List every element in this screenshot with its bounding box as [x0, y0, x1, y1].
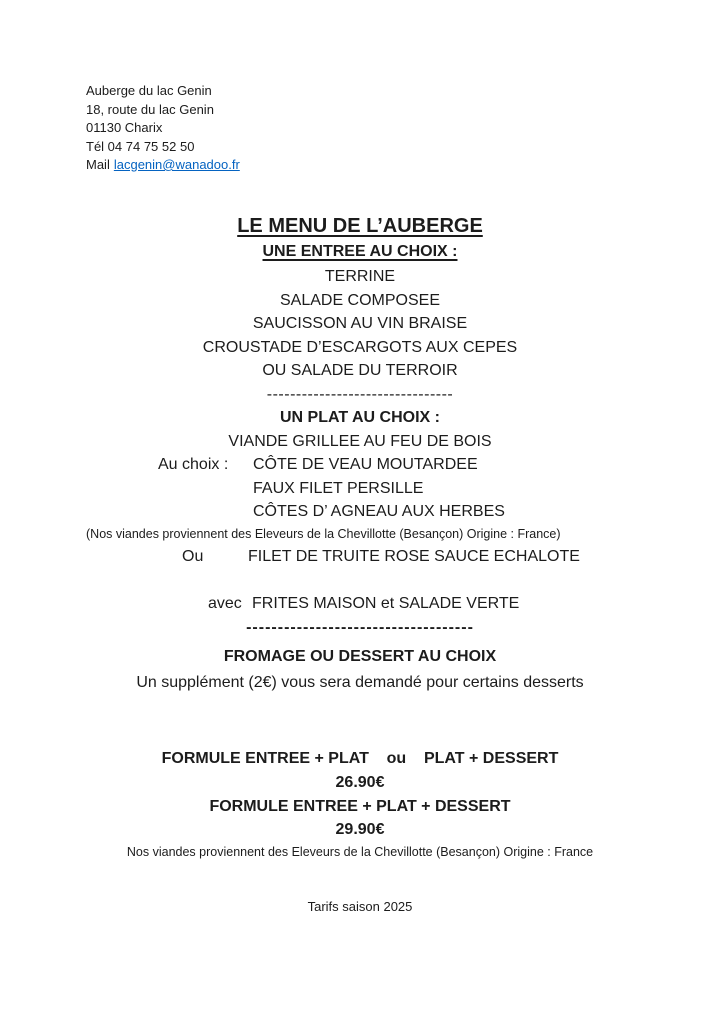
address-line-2: 01130 Charix	[86, 120, 163, 135]
separator-dashed-bold: ------------------------------------	[246, 619, 474, 636]
entree-heading: UNE ENTREE AU CHOIX :	[262, 243, 458, 260]
entree-item: TERRINE	[324, 268, 396, 285]
mail-line	[86, 156, 240, 175]
formule-price-1: 26.90€	[335, 774, 385, 791]
mail-label: Mail	[86, 157, 110, 172]
letterhead	[86, 82, 240, 175]
entree-item: SAUCISSON AU VIN BRAISE	[252, 315, 468, 332]
plat-intro: VIANDE GRILLEE AU FEU DE BOIS	[228, 432, 492, 450]
plat-choice: CÔTE DE VEAU MOUTARDEE	[253, 456, 478, 473]
formule-price-2: 29.90€	[335, 821, 385, 838]
fish-dish: FILET DE TRUITE ROSE SAUCE ECHALOTE	[248, 547, 580, 565]
meat-origin-note: (Nos viandes proviennent des Eleveurs de la Chevillotte (Besançon) Origine : France)	[86, 526, 561, 541]
fish-dish-row	[0, 545, 720, 569]
dessert-supplement-note: Un supplément (2€) vous sera demandé pour certains desserts	[136, 674, 584, 691]
ou-label: Ou	[182, 547, 204, 565]
tarifs-footer: Tarifs saison 2025	[307, 899, 413, 914]
sides: FRITES MAISON et SALADE VERTE	[252, 594, 520, 612]
plat-choice: CÔTES D’ AGNEAU AUX HERBES	[253, 503, 505, 520]
spacer	[0, 696, 720, 746]
entree-item: SALADE COMPOSEE	[279, 291, 441, 309]
phone-line: Tél 04 74 75 52 50	[86, 138, 195, 154]
mail-link[interactable]: lacgenin@wanadoo.fr	[113, 157, 240, 172]
entree-item: OU SALADE DU TERROIR	[262, 362, 458, 379]
au-choix-label: Au choix :	[158, 456, 229, 473]
entree-item: CROUSTADE D’ESCARGOTS AUX CEPES	[202, 338, 518, 356]
formule-line-1: FORMULE ENTREE + PLAT ou PLAT + DESSERT	[161, 750, 559, 767]
spacer	[0, 568, 720, 592]
spacer	[0, 863, 720, 897]
menu-title: LE MENU DE L’AUBERGE	[237, 215, 483, 237]
plat-heading: UN PLAT AU CHOIX :	[280, 409, 440, 426]
separator-dashed: --------------------------------	[266, 385, 454, 403]
address-line-1: 18, route du lac Genin	[86, 101, 214, 117]
business-name: Auberge du lac Genin	[86, 83, 212, 98]
plat-choice: FAUX FILET PERSILLE	[253, 479, 424, 497]
meat-origin-note-2: Nos viandes proviennent des Eleveurs de la Chevillotte (Besançon) Origine : France	[126, 845, 594, 859]
plat-choice-row	[0, 453, 720, 477]
formule-line-2: FORMULE ENTREE + PLAT + DESSERT	[209, 798, 511, 815]
avec-label: avec	[208, 594, 242, 612]
sides-row	[0, 592, 720, 616]
menu-body	[0, 213, 720, 917]
dessert-heading: FROMAGE OU DESSERT AU CHOIX	[223, 648, 497, 665]
